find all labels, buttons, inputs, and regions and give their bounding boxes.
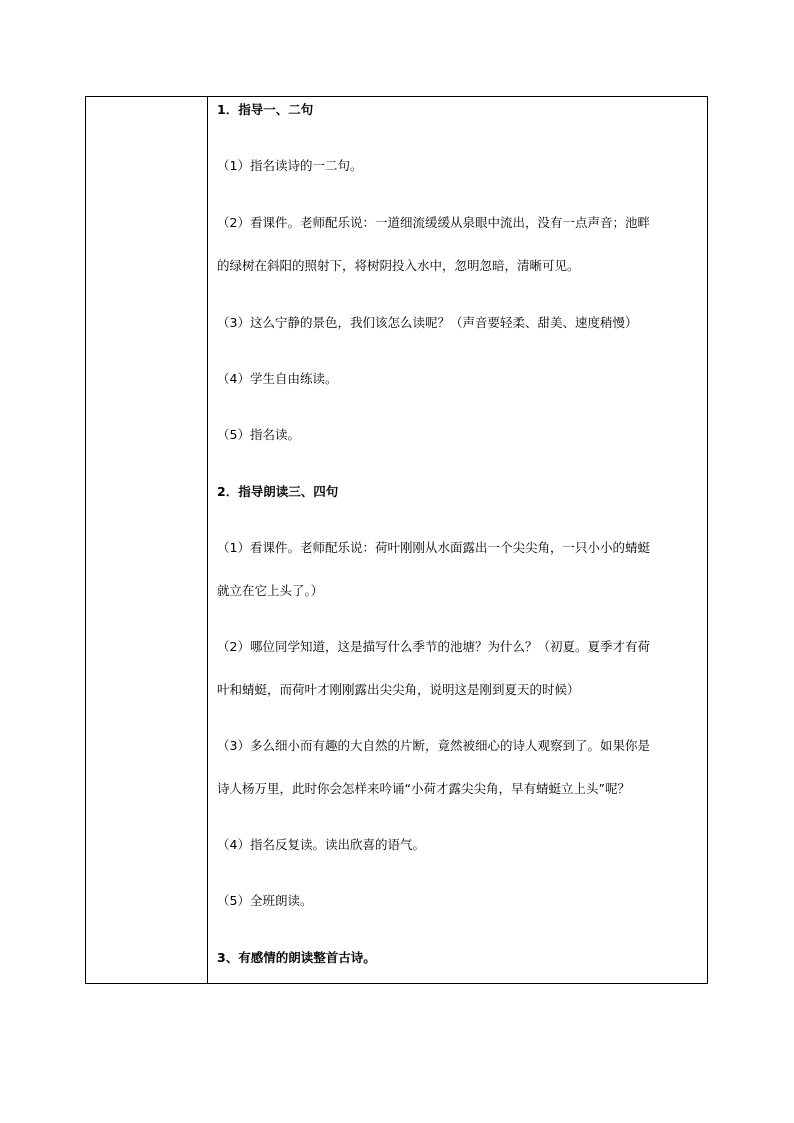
heading-guide-lines-1-2: 1．指导一、二句 — [217, 102, 314, 117]
step-1-4: （4）学生自由练读。 — [217, 371, 338, 386]
step-2-3-b: 诗人杨万里，此时你会怎样来吟诵“小荷才露尖尖角，早有蜻蜓立上头”呢？ — [217, 781, 630, 796]
step-2-3-a: （3）多么细小而有趣的大自然的片断，竟然被细心的诗人观察到了。如果你是 — [217, 738, 650, 753]
heading-guide-lines-3-4: 2．指导朗读三、四句 — [217, 484, 339, 499]
table-left-cell — [86, 97, 208, 983]
step-2-5: （5）全班朗读。 — [217, 893, 313, 908]
step-1-2-a: （2）看课件。老师配乐说：一道细流缓缓从泉眼中流出，没有一点声音；池畔 — [217, 215, 650, 230]
heading-read-whole-poem: 3、有感情的朗读整首古诗。 — [217, 950, 376, 965]
table-right-cell — [208, 97, 707, 983]
lesson-table — [85, 96, 708, 984]
step-2-2-a: （2）哪位同学知道，这是描写什么季节的池塘？为什么？（初夏。夏季才有荷 — [217, 639, 650, 654]
step-2-4: （4）指名反复读。读出欣喜的语气。 — [217, 837, 425, 852]
step-2-1-b: 就立在它上头了。） — [217, 583, 324, 598]
step-1-5: （5）指名读。 — [217, 427, 300, 442]
step-2-2-b: 叶和蜻蜓，而荷叶才刚刚露出尖尖角，说明这是刚到夏天的时候） — [217, 682, 580, 697]
step-1-3: （3）这么宁静的景色，我们该怎么读呢？（声音要轻柔、甜美、速度稍慢） — [217, 315, 638, 330]
step-2-1-a: （1）看课件。老师配乐说：荷叶刚刚从水面露出一个尖尖角，一只小小的蜻蜓 — [217, 540, 650, 555]
step-1-1: （1）指名读诗的一二句。 — [217, 158, 363, 173]
step-1-2-b: 的绿树在斜阳的照射下，将树阴投入水中，忽明忽暗，清晰可见。 — [217, 258, 580, 273]
